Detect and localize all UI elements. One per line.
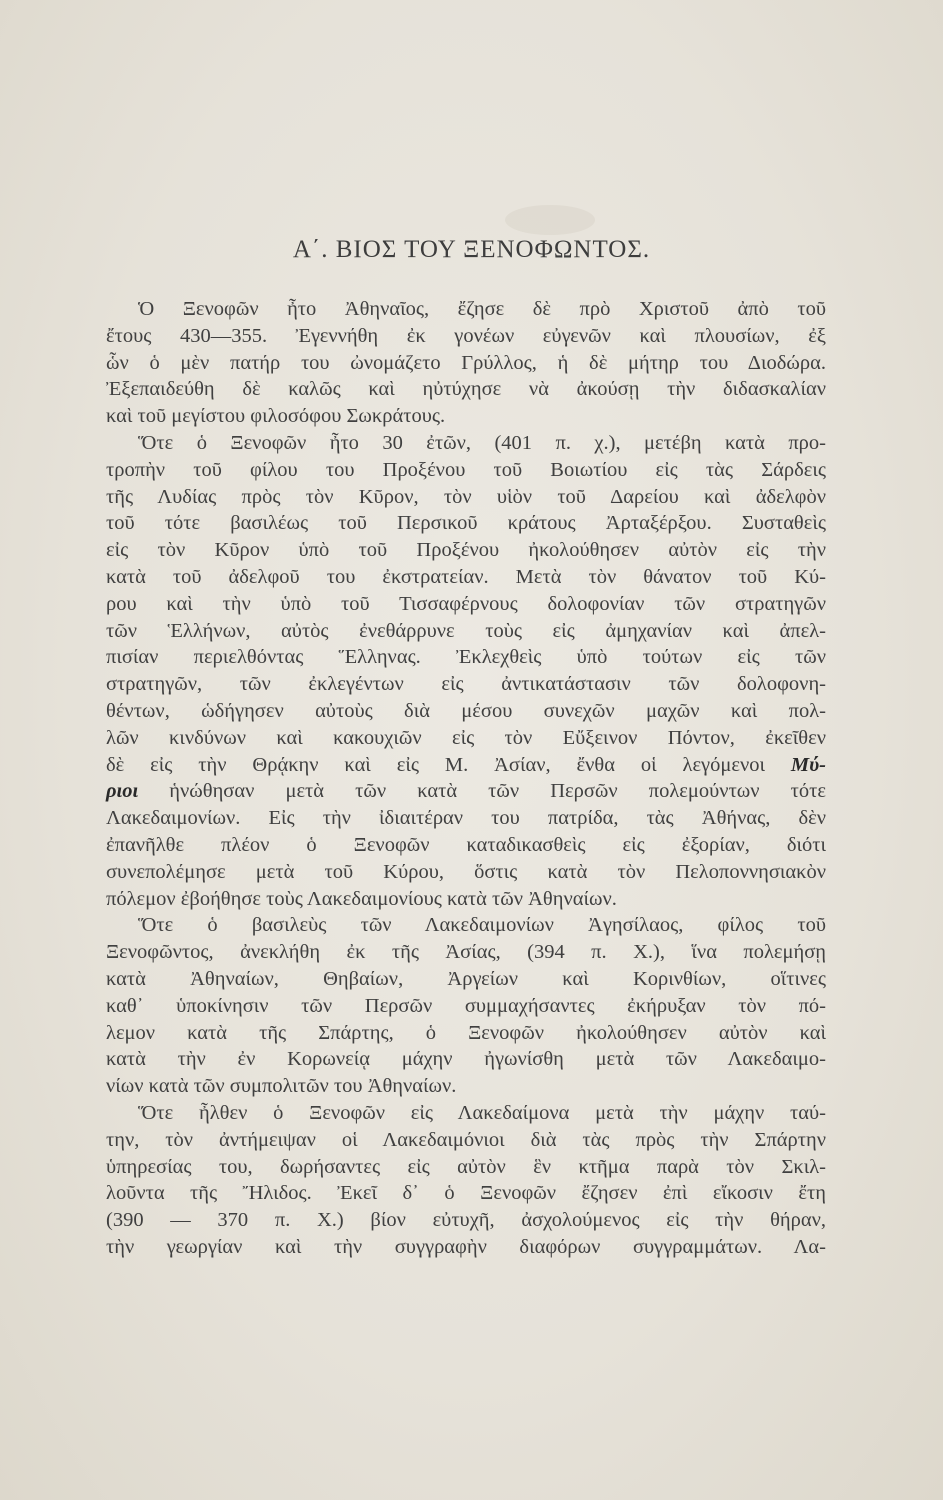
line-text: Ἐξεπαιδεύθη δὲ καλῶς καὶ ηὐτύχησε νὰ ἀκούσῃ τὴν διδασκαλίαν xyxy=(106,378,826,401)
line-text: λεμον κατὰ τῆς Σπάρτης, ὁ Ξενοφῶν ἠκολούθησεν αὐτὸν καὶ xyxy=(106,1021,826,1044)
line-text: ὑπηρεσίας του, δωρήσαντες εἰς αὐτὸν ἓν κτῆμα παρὰ τὸν Σκιλ- xyxy=(106,1155,826,1178)
text-line xyxy=(106,912,826,939)
text-line xyxy=(106,832,826,859)
text-line xyxy=(106,510,826,537)
text-line xyxy=(106,296,826,323)
body-text xyxy=(106,296,826,1261)
line-text: Ὅτε ὁ βασιλεὺς τῶν Λακεδαιμονίων Ἀγησίλαος, φίλος τοῦ xyxy=(138,914,826,937)
text-line xyxy=(106,805,826,832)
line-text: συνεπολέμησε μετὰ τοῦ Κύρου, ὅστις κατὰ τὸν Πελοποννησιακὸν xyxy=(106,860,826,883)
text-line xyxy=(106,350,826,377)
line-text: ὧν ὁ μὲν πατήρ του ὠνομάζετο Γρύλλος, ἡ δὲ μήτηρ του Διοδώρα. xyxy=(106,351,826,374)
line-text: στρατηγῶν, τῶν ἐκλεγέντων εἰς ἀντικατάστασιν τῶν δολοφονη- xyxy=(106,673,826,696)
text-line xyxy=(106,966,826,993)
line-text: τὴν γεωργίαν καὶ τὴν συγγραφὴν διαφόρων συγγραμμάτων. Λα- xyxy=(106,1235,826,1258)
text-line xyxy=(106,1234,826,1261)
text-line xyxy=(106,859,826,886)
text-line xyxy=(106,1100,826,1127)
line-text: πόλεμον ἐβοήθησε τοὺς Λακεδαιμονίους κατὰ τῶν Ἀθηναίων. xyxy=(106,887,617,910)
text-line xyxy=(106,1180,826,1207)
line-text: εἰς τὸν Κῦρον ὑπὸ τοῦ Προξένου ἠκολούθησεν αὐτὸν εἰς τὴν xyxy=(106,539,826,562)
line-text: θέντων, ὡδήγησεν αὐτοὺς διὰ μέσου συνεχῶν μαχῶν καὶ πολ- xyxy=(106,699,826,722)
emphasis-word: ριοι xyxy=(106,780,139,803)
text-line xyxy=(106,1020,826,1047)
text-line xyxy=(106,537,826,564)
paper-stain xyxy=(505,205,595,235)
line-text: λῶν κινδύνων καὶ κακουχιῶν εἰς τὸν Εὔξεινον Πόντον, ἐκεῖθεν xyxy=(106,726,826,749)
text-line xyxy=(106,698,826,725)
line-text: καὶ τοῦ μεγίστου φιλοσόφου Σωκράτους. xyxy=(106,405,446,428)
text-line xyxy=(106,778,826,805)
text-line xyxy=(106,1046,826,1073)
text-line xyxy=(106,484,826,511)
text-line xyxy=(106,886,826,913)
line-text: ἐπανῆλθε πλέον ὁ Ξενοφῶν καταδικασθεὶς εἰς ἐξορίαν, διότι xyxy=(106,833,826,856)
line-text: την, τὸν ἀντήμειψαν οἱ Λακεδαιμόνιοι διὰ τὰς πρὸς τὴν Σπάρτην xyxy=(106,1128,826,1151)
text-line xyxy=(106,376,826,403)
line-text: Ὅτε ὁ Ξενοφῶν ἦτο 30 ἐτῶν, (401 π. χ.), μετέβη κατὰ προ- xyxy=(138,431,826,454)
text-line xyxy=(106,1127,826,1154)
line-text: ἔτους 430—355. Ἐγεννήθη ἐκ γονέων εὐγενῶν καὶ πλουσίων, ἐξ xyxy=(106,324,826,347)
line-text: τοῦ τότε βασιλέως τοῦ Περσικοῦ κράτους Ἀρταξέρξου. Συσταθεὶς xyxy=(106,512,826,535)
line-text: δὲ εἰς τὴν Θρᾴκην καὶ εἰς Μ. Ἀσίαν, ἔνθα οἱ λεγόμενοι xyxy=(106,753,791,776)
line-text: κατὰ Ἀθηναίων, Θηβαίων, Ἀργείων καὶ Κορινθίων, οἵτινες xyxy=(106,967,826,990)
text-line xyxy=(106,1073,826,1100)
text-line xyxy=(106,644,826,671)
line-text: λοῦντα τῆς Ἤλιδος. Ἐκεῖ δ᾽ ὁ Ξενοφῶν ἔζησεν ἐπὶ εἴκοσιν ἔτη xyxy=(106,1182,826,1205)
text-line xyxy=(106,403,826,430)
text-line xyxy=(106,725,826,752)
line-text: κατὰ τὴν ἐν Κορωνείᾳ μάχην ἠγωνίσθη μετὰ τῶν Λακεδαιμο- xyxy=(106,1048,826,1071)
line-text: Λακεδαιμονίων. Εἰς τὴν ἰδιαιτέραν του πατρίδα, τὰς Ἀθήνας, δὲν xyxy=(106,807,826,830)
line-text: νίων κατὰ τῶν συμπολιτῶν του Ἀθηναίων. xyxy=(106,1075,457,1098)
text-line xyxy=(106,1207,826,1234)
line-text: Ξενοφῶντος, ἀνεκλήθη ἐκ τῆς Ἀσίας, (394 π. Χ.), ἵνα πολεμήσῃ xyxy=(106,941,826,964)
text-line xyxy=(106,671,826,698)
chapter-heading: Α΄. ΒΙΟΣ ΤΟΥ ΞΕΝΟΦΩΝΤΟΣ. xyxy=(292,236,651,263)
text-line xyxy=(106,1154,826,1181)
line-text: Ὅτε ἦλθεν ὁ Ξενοφῶν εἰς Λακεδαίμονα μετὰ τὴν μάχην ταύ- xyxy=(138,1101,826,1124)
text-line xyxy=(106,752,826,779)
line-text: Ὁ Ξενοφῶν ἦτο Ἀθηναῖος, ἔζησε δὲ πρὸ Χριστοῦ ἀπὸ τοῦ xyxy=(138,298,826,320)
line-text: πισίαν περιελθόντας Ἕλληνας. Ἐκλεχθεὶς ὑπὸ τούτων εἰς τῶν xyxy=(106,646,826,669)
text-line xyxy=(106,993,826,1020)
text-line xyxy=(106,591,826,618)
line-text: τῆς Λυδίας πρὸς τὸν Κῦρον, τὸν υἱὸν τοῦ Δαρείου καὶ ἀδελφὸν xyxy=(106,485,826,508)
text-line xyxy=(106,939,826,966)
line-text: ρου καὶ τὴν ὑπὸ τοῦ Τισσαφέρνους δολοφονίαν τῶν στρατηγῶν xyxy=(106,592,826,615)
text-line xyxy=(106,457,826,484)
text-line xyxy=(106,430,826,457)
line-text: κατὰ τοῦ ἀδελφοῦ του ἐκστρατείαν. Μετὰ τὸν θάνατον τοῦ Κύ- xyxy=(106,565,826,588)
emphasis-word: Μύ- xyxy=(790,753,826,776)
line-text: τροπὴν τοῦ φίλου του Προξένου τοῦ Βοιωτίου εἰς τὰς Σάρδεις xyxy=(106,458,826,481)
text-line xyxy=(106,564,826,591)
line-text: καθ᾽ ὑποκίνησιν τῶν Περσῶν συμμαχήσαντες ἐκήρυξαν τὸν πό- xyxy=(106,994,826,1017)
line-text: (390 — 370 π. Χ.) βίον εὐτυχῆ, ἀσχολούμενος εἰς τὴν θήραν, xyxy=(106,1209,826,1232)
line-text: ἡνώθησαν μετὰ τῶν κατὰ τῶν Περσῶν πολεμούντων τότε xyxy=(138,780,826,803)
text-line xyxy=(106,323,826,350)
text-line xyxy=(106,618,826,645)
line-text: τῶν Ἑλλήνων, αὐτὸς ἐνεθάρρυνε τοὺς εἰς ἀμηχανίαν καὶ ἀπελ- xyxy=(106,619,826,642)
